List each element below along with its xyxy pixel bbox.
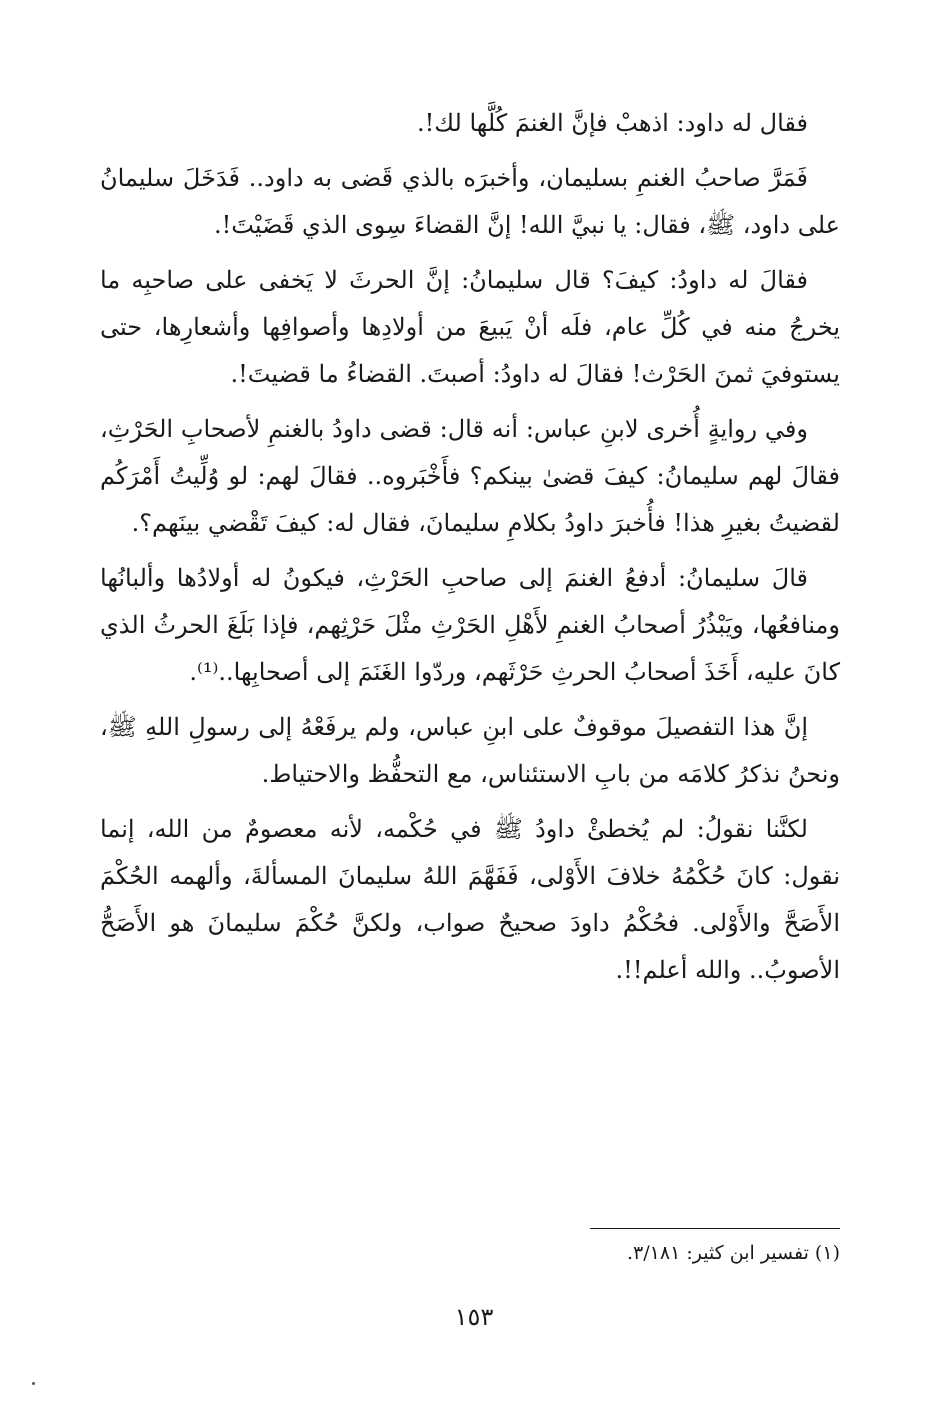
paragraph: وفي روايةٍ أُخرى لابنِ عباس: أنه قال: قضى داودُ بالغنمِ لأصحابِ الحَرْثِ، فقالَ لهم سليمانُ: كيفَ قضىٰ بينكم؟ فأَخْبَروه.. فقالَ لهم: لو وُلِّيتُ أَمْرَكُم لقضيتُ بغيرِ هذا! فأُخبرَ داودُ بكلامِ سليمانَ، فقال له: كيفَ تَقْضي بينَهم؟. [100, 415, 840, 537]
footnote: (١) تفسير ابن كثير: ٣/١٨١. [627, 1242, 840, 1264]
paragraph: لكنَّنا نقولُ: لم يُخطئْ داودُ ﷺ في حُكْمه، لأنه معصومٌ من الله، إنما نقول: كانَ حُكْمُهُ خلافَ الأَوْلى، فَفَهَّمَ اللهُ سليمانَ المسألةَ، وألهمه الحُكْمَ الأَصَحَّ والأَوْلى. فحُكْمُ داودَ صحيحٌ صواب، ولكنَّ حُكْمَ سليمانَ هو الأَصَحُّ الأصوبُ.. والله أعلم!!. [100, 815, 840, 984]
scan-speck [32, 1382, 35, 1385]
paragraph: إنَّ هذا التفصيلَ موقوفٌ على ابنِ عباس، ولم يرفَعْهُ إلى رسولِ اللهِ ﷺ، ونحنُ نذكرُ كلامَه من بابِ الاستئناس، مع التحفُّظ والاحتياط. [100, 713, 840, 788]
paragraph: قالَ سليمانُ: أدفعُ الغنمَ إلى صاحبِ الحَرْثِ، فيكونُ له أولادُها وألبانُها ومنافعُها، ويَبْذُرُ أصحابُ الغنمِ لأَهْلِ الحَرْثِ مثْلَ حَرْثِهم، فإذا بَلَغَ الحرثُ الذي كانَ عليه، أَخَذَ أصحابُ الحرثِ حَرْثَهم، وردّوا الغَنَمَ إلى أصحابِها..⁽¹⁾. [100, 564, 840, 686]
page-number: ١٥٣ [454, 1303, 494, 1331]
footnote-divider [590, 1228, 840, 1229]
paragraph: فَمَرَّ صاحبُ الغنمِ بسليمان، وأخبرَه بالذي قَضى به داود.. فَدَخَلَ سليمانُ على داود، ﷺ، فقال: يا نبيَّ الله! إنَّ القضاءَ سِوى الذي قَضَيْتَ!. [100, 164, 840, 239]
main-text [100, 100, 840, 1002]
paragraph: فقال له داود: اذهبْ فإنَّ الغنمَ كُلَّها لك!. [417, 109, 808, 137]
paragraph: فقالَ له داودُ: كيفَ؟ قال سليمانُ: إنَّ الحرثَ لا يَخفى على صاحبِه ما يخرجُ منه في كُلِّ عام، فلَه أنْ يَبيعَ من أولادِها وأصوافِها وأشعارِها، حتى يستوفيَ ثمنَ الحَرْث! فقالَ له داودُ: أصبتَ. القضاءُ ما قضيتَ!. [100, 266, 840, 388]
